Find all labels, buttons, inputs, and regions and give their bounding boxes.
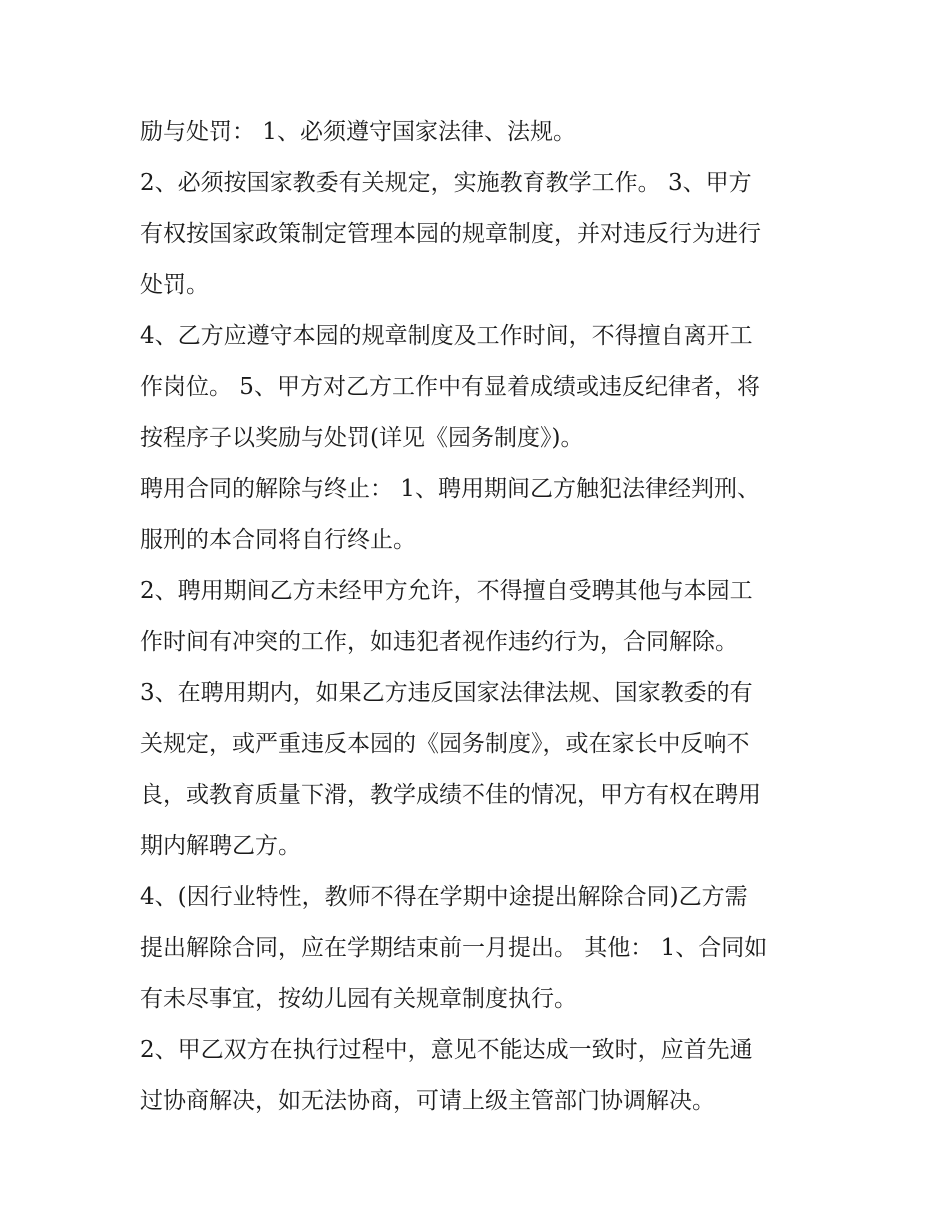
text-line: 服刑的本合同将自行终止。 <box>140 527 416 553</box>
text-line: 4、(因行业特性，教师不得在学期中途提出解除合同)乙方需 <box>140 884 748 910</box>
text-line: 励与处罚： 1、必须遵守国家法律、法规。 <box>140 119 576 145</box>
text-line: 期内解聘乙方。 <box>140 833 301 859</box>
text-line: 2、甲乙双方在执行过程中，意见不能达成一致时，应首先通 <box>140 1037 753 1063</box>
text-line: 有权按国家政策制定管理本园的规章制度，并对违反行为进行 <box>140 221 761 247</box>
text-line: 有未尽事宜，按幼儿园有关规章制度执行。 <box>140 986 577 1012</box>
text-line: 良，或教育质量下滑，教学成绩不佳的情况，甲方有权在聘用 <box>140 782 761 808</box>
text-line: 过协商解决，如无法协商，可请上级主管部门协调解决。 <box>140 1088 715 1114</box>
text-line: 2、聘用期间乙方未经甲方允许，不得擅自受聘其他与本园工 <box>140 578 753 604</box>
text-line: 3、在聘用期内，如果乙方违反国家法律法规、国家教委的有 <box>140 680 753 706</box>
text-line: 2、必须按国家教委有关规定，实施教育教学工作。 3、甲方 <box>140 170 752 196</box>
text-line: 按程序子以奖励与处罚(详见《园务制度》)。 <box>140 425 584 451</box>
text-line: 处罚。 <box>140 272 209 298</box>
text-line: 提出解除合同，应在学期结束前一月提出。 其他： 1、合同如 <box>140 935 768 961</box>
text-line: 作时间有冲突的工作，如违犯者视作违约行为，合同解除。 <box>140 629 738 655</box>
contract-text-body <box>140 107 820 1127</box>
text-line: 关规定，或严重违反本园的《园务制度》，或在家长中反响不 <box>140 731 750 757</box>
text-line: 聘用合同的解除与终止： 1、聘用期间乙方触犯法律经判刑、 <box>140 476 760 502</box>
text-line: 4、乙方应遵守本园的规章制度及工作时间，不得擅自离开工 <box>140 323 753 349</box>
text-line: 作岗位。 5、甲方对乙方工作中有显着成绩或违反纪律者，将 <box>140 374 760 400</box>
